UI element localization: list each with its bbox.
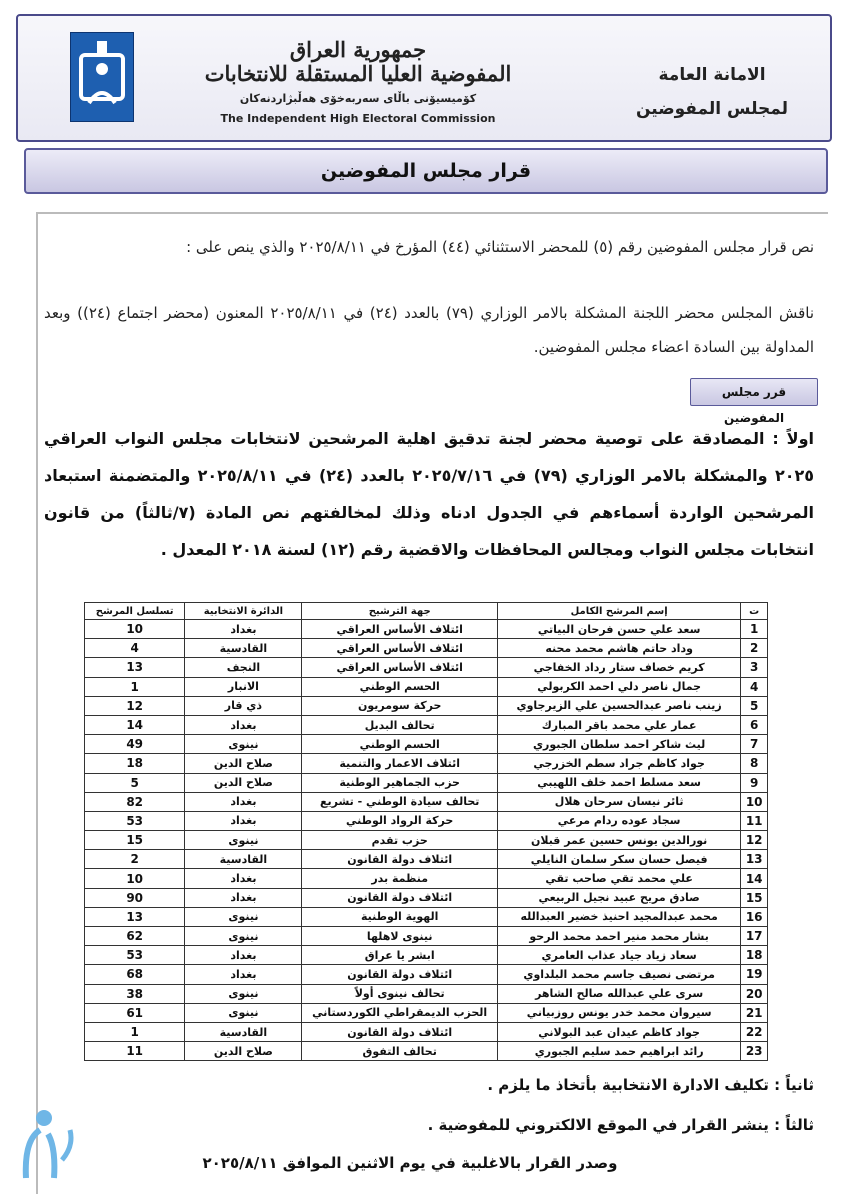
nominating-entity: ائتلاف دولة القانون [302,1022,497,1041]
candidate-sequence: 90 [85,888,185,907]
nominating-entity: تحالف نينوى أولاً [302,984,497,1003]
electoral-district: بغداد [185,620,302,639]
candidate-sequence: 2 [85,850,185,869]
row-number: 13 [741,850,768,869]
candidate-name: سعد مسلط احمد خلف اللهيبي [497,773,740,792]
nominating-entity: تحالف سيادة الوطني - تشريع [302,792,497,811]
row-number: 19 [741,965,768,984]
row-number: 23 [741,1042,768,1061]
table-row [85,696,768,715]
table-row [85,831,768,850]
table-row [85,677,768,696]
table-row [85,1042,768,1061]
commission-name-arabic [148,38,568,86]
commission-name: المفوضية العليا المستقلة للانتخابات [204,61,512,86]
row-number: 15 [741,888,768,907]
row-number: 14 [741,869,768,888]
candidate-sequence: 53 [85,946,185,965]
candidate-name: محمد عبدالمجيد احنيذ خضير العبدالله [497,907,740,926]
ihec-logo-icon [70,32,134,122]
row-number: 5 [741,696,768,715]
candidate-sequence: 1 [85,677,185,696]
nominating-entity: ائتلاف الأساس العراقي [302,620,497,639]
row-number: 12 [741,831,768,850]
commission-name-english: The Independent High Electoral Commission [220,112,496,125]
candidate-name: عمار علي محمد باقر المبارك [497,715,740,734]
electoral-district: الانبار [185,677,302,696]
nominating-entity: منظمة بدر [302,869,497,888]
intro-paragraph-2: ناقش المجلس محضر اللجنة المشكلة بالامر الوزاري (٧٩) بالعدد (٢٤) في ٢٠٢٥/٨/١١ المعنون (محضر اجتماع (٢٤)) وبعد المداولة بين السادة اعضاء مجلس المفوضين. [44,304,814,356]
candidate-name: علي محمد تقي صاحب تقي [497,869,740,888]
electoral-district: القادسية [185,1022,302,1041]
candidate-name: فيصل حسان سكر سلمان النايلي [497,850,740,869]
candidate-sequence: 38 [85,984,185,1003]
secretariat-line-1: الامانة العامة [658,65,766,85]
table-row [85,792,768,811]
candidate-name: ثائر نيسان سرحان هلال [497,792,740,811]
row-number: 18 [741,946,768,965]
nominating-entity: ائتلاف دولة القانون [302,965,497,984]
row-number: 3 [741,658,768,677]
candidate-sequence: 13 [85,658,185,677]
row-number: 1 [741,620,768,639]
candidate-name: جمال ناصر دلي احمد الكربولي [497,677,740,696]
candidate-sequence: 1 [85,1022,185,1041]
electoral-district: بغداد [185,869,302,888]
clause-third: ثالثاً : ينشر القرار في الموقع الالكتروني للمفوضية . [427,1116,814,1134]
candidate-sequence: 14 [85,715,185,734]
candidate-name: رائد ابراهيم حمد سليم الجبوري [497,1042,740,1061]
candidate-name: نورالدين يونس حسين عمر قبلان [497,831,740,850]
table-row [85,773,768,792]
nominating-entity: ائتلاف دولة القانون [302,850,497,869]
section-label: قرر مجلس المفوضين [690,378,818,406]
decision-title: قرار مجلس المفوضين [24,148,828,194]
secretariat-line-2: لمجلس المفوضين [635,99,789,119]
col-header-sequence: تسلسل المرشح [85,603,185,620]
table-row [85,735,768,754]
issued-statement: وصدر القرار بالاغلبية في يوم الاثنين الموافق ٢٠٢٥/٨/١١ [202,1154,618,1172]
candidate-sequence: 12 [85,696,185,715]
row-number: 2 [741,639,768,658]
candidate-name: سعد علي حسن فرحان البياتي [497,620,740,639]
table-row [85,907,768,926]
col-header-name: إسم المرشح الكامل [497,603,740,620]
nominating-entity: حركة الرواد الوطني [302,811,497,830]
row-number: 21 [741,1003,768,1022]
table-row [85,658,768,677]
table-row [85,1003,768,1022]
table-row [85,984,768,1003]
table-row [85,927,768,946]
electoral-district: نينوى [185,984,302,1003]
candidate-name: سعاد زياد جياد عذاب العامري [497,946,740,965]
candidate-sequence: 18 [85,754,185,773]
candidate-sequence: 5 [85,773,185,792]
nominating-entity: تحالف البديل [302,715,497,734]
electoral-district: بغداد [185,965,302,984]
table-row [85,620,768,639]
row-number: 17 [741,927,768,946]
candidate-name: وداد حاتم هاشم محمد محنه [497,639,740,658]
nominating-entity: الحزب الديمقراطي الكوردستاني [302,1003,497,1022]
candidate-name: بشار محمد منير احمد محمد الرحو [497,927,740,946]
electoral-district: ذي قار [185,696,302,715]
candidate-sequence: 10 [85,869,185,888]
nominating-entity: تحالف التفوق [302,1042,497,1061]
electoral-district: صلاح الدين [185,773,302,792]
row-number: 4 [741,677,768,696]
row-number: 22 [741,1022,768,1041]
table-row [85,639,768,658]
candidate-sequence: 11 [85,1042,185,1061]
row-number: 6 [741,715,768,734]
candidate-sequence: 4 [85,639,185,658]
candidates-table [84,602,768,1061]
candidate-sequence: 15 [85,831,185,850]
electoral-district: نينوى [185,907,302,926]
candidate-sequence: 61 [85,1003,185,1022]
electoral-district: بغداد [185,946,302,965]
candidate-sequence: 62 [85,927,185,946]
electoral-district: نينوى [185,735,302,754]
electoral-district: بغداد [185,792,302,811]
republic-name: جمهورية العراق [289,37,427,62]
clause-first: اولاً : المصادقة على توصية محضر لجنة تدقيق اهلية المرشحين لانتخابات مجلس النواب العراقي ٢٠٢٥ والمشكلة بالامر الوزاري (٧٩) في ٢٠٢٥/٧/١٦ بالعدد (٢٤) في ٢٠٢٥/٨/١١ والمتضمنة استبعاد المرشحين الواردة أسماءهم في الجدول ادناه وذلك لمخالفتهم نص المادة (٧/ثالثاً) من قانون انتخابات مجلس النواب ومجالس المحافظات والاقضية رقم (١٢) لسنة ٢٠١٨ المعدل . [44,429,815,559]
table-row [85,811,768,830]
nominating-entity: ائتلاف الاعمار والتنمية [302,754,497,773]
electoral-district: بغداد [185,715,302,734]
electoral-district: نينوى [185,927,302,946]
candidate-sequence: 68 [85,965,185,984]
table-row [85,850,768,869]
nominating-entity: ابشر يا عراق [302,946,497,965]
candidate-name: كريم خصاف ستار رداد الخفاجي [497,658,740,677]
row-number: 7 [741,735,768,754]
electoral-district: نينوى [185,1003,302,1022]
nominating-entity: الهوية الوطنية [302,907,497,926]
table-row [85,754,768,773]
row-number: 9 [741,773,768,792]
table-row [85,946,768,965]
ihec-watermark-icon [18,1100,82,1182]
candidate-sequence: 53 [85,811,185,830]
electoral-district: بغداد [185,888,302,907]
candidate-name: جواد كاظم جراد سطم الخزرجي [497,754,740,773]
candidate-name: سجاد عوده ردام مرعي [497,811,740,830]
table-row [85,888,768,907]
candidate-name: مرتضى نصيف جاسم محمد البلداوي [497,965,740,984]
row-number: 10 [741,792,768,811]
candidate-sequence: 82 [85,792,185,811]
nominating-entity: حركة سومريون [302,696,497,715]
nominating-entity: ائتلاف الأساس العراقي [302,658,497,677]
candidate-name: سرى علي عبدالله صالح الشاهر [497,984,740,1003]
nominating-entity: حزب الجماهير الوطنية [302,773,497,792]
candidate-name: ليث شاكر احمد سلطان الجبوري [497,735,740,754]
candidate-sequence: 10 [85,620,185,639]
nominating-entity: ائتلاف الأساس العراقي [302,639,497,658]
candidates-table-body [85,620,768,1061]
table-row [85,869,768,888]
row-number: 11 [741,811,768,830]
electoral-district: بغداد [185,811,302,830]
electoral-district: صلاح الدين [185,754,302,773]
candidate-sequence: 13 [85,907,185,926]
electoral-district: صلاح الدين [185,1042,302,1061]
candidate-name: زينب ناصر عبدالحسين علي الزيرجاوي [497,696,740,715]
electoral-district: النجف [185,658,302,677]
candidate-sequence: 49 [85,735,185,754]
nominating-entity: الحسم الوطني [302,677,497,696]
electoral-district: القادسية [185,850,302,869]
nominating-entity: نينوى لاهلها [302,927,497,946]
candidate-name: سيروان محمد خدر يونس روزبياني [497,1003,740,1022]
row-number: 20 [741,984,768,1003]
row-number: 16 [741,907,768,926]
nominating-entity: الحسم الوطني [302,735,497,754]
row-number: 8 [741,754,768,773]
table-row [85,1022,768,1041]
secretariat-label [612,58,812,126]
letterhead [16,14,832,142]
electoral-district: القادسية [185,639,302,658]
candidate-name: جواد كاظم عيدان عبد البولاني [497,1022,740,1041]
table-row [85,715,768,734]
commission-name-kurdish: كۆمیسیۆنی باڵای سەربەخۆی هەڵبژاردنەکان [239,92,477,105]
table-header-row [85,603,768,620]
table-row [85,965,768,984]
col-header-entity: جهة الترشيح [302,603,497,620]
intro-paragraph-1: نص قرار مجلس المفوضين رقم (٥) للمحضر الاستثنائي (٤٤) المؤرخ في ٢٠٢٥/٨/١١ والذي ينص على : [186,238,814,256]
nominating-entity: حزب تقدم [302,831,497,850]
clause-second: ثانياً : تكليف الادارة الانتخابية بأتخاذ ما يلزم . [487,1076,814,1094]
nominating-entity: ائتلاف دولة القانون [302,888,497,907]
candidate-name: صادق مريح عبيد نجيل الربيعي [497,888,740,907]
col-header-number: ت [741,603,768,620]
electoral-district: نينوى [185,831,302,850]
col-header-district: الدائرة الانتخابية [185,603,302,620]
